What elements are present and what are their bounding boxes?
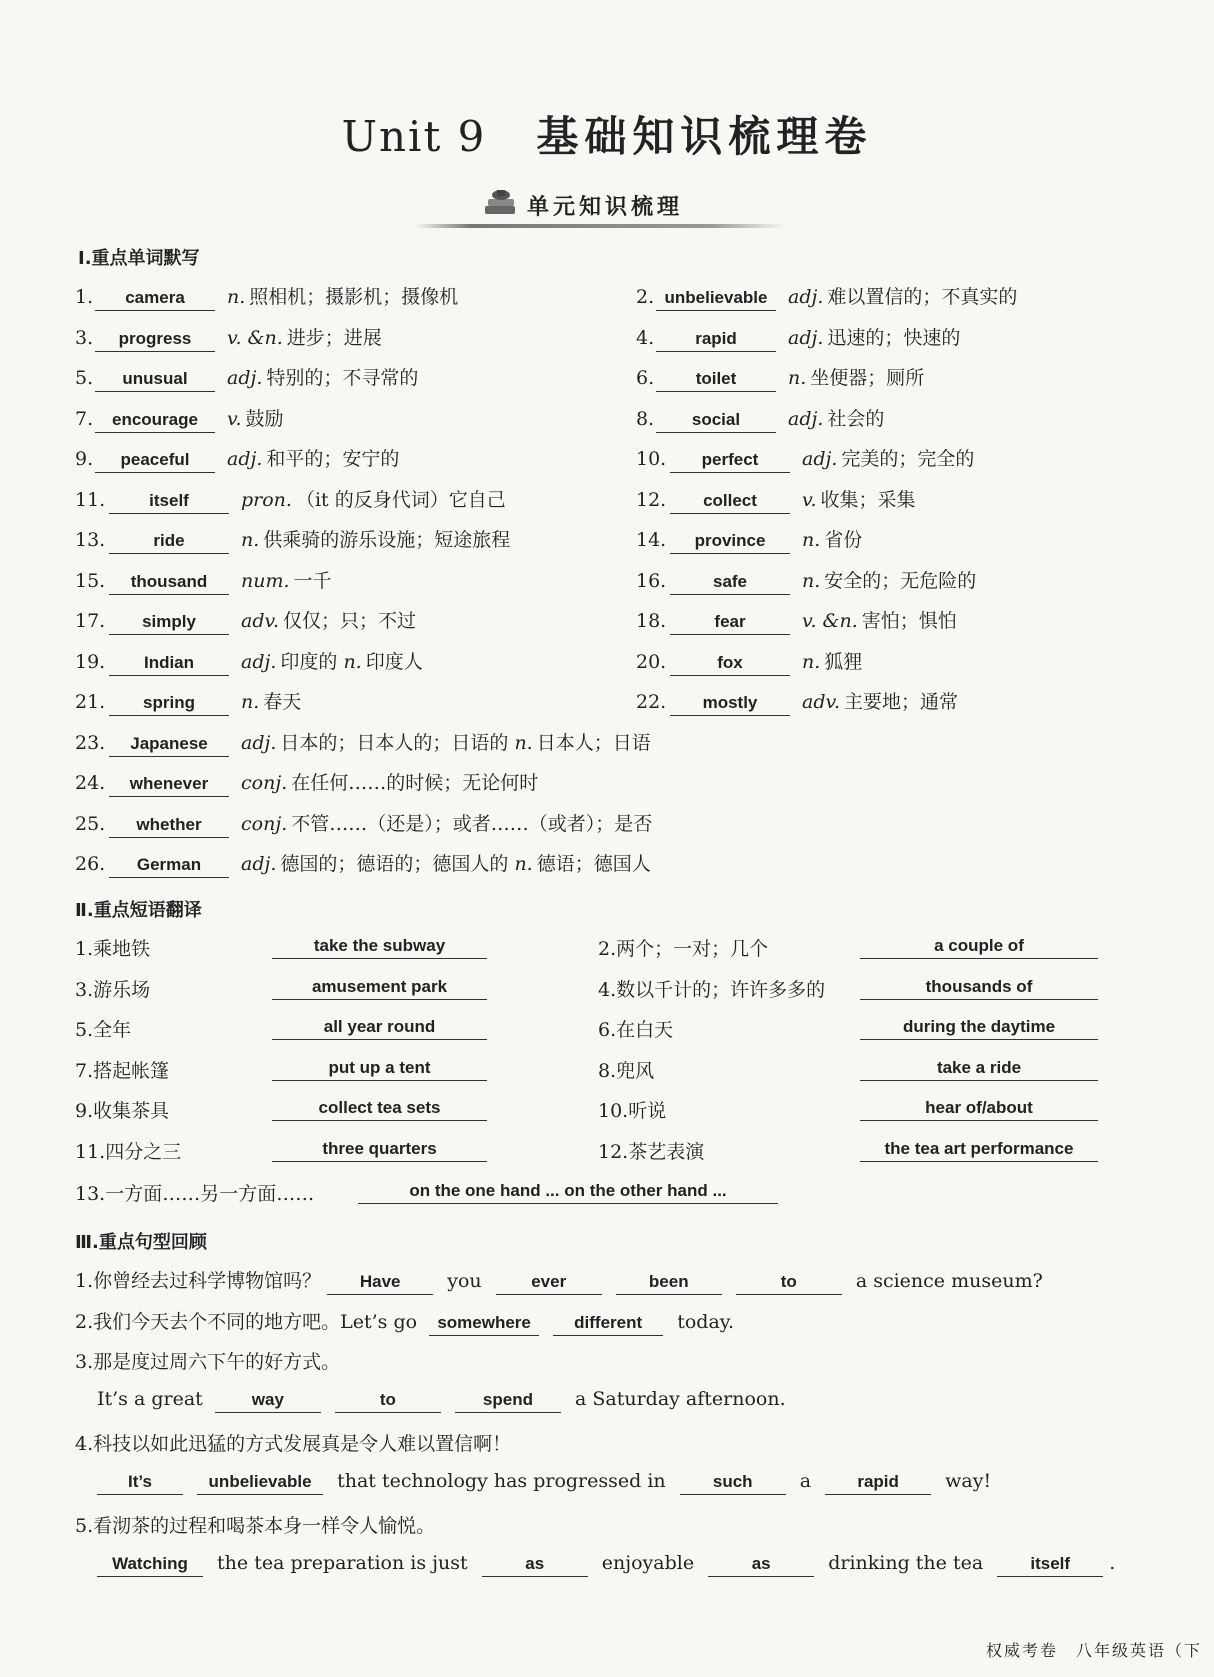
word-item bbox=[636, 647, 862, 677]
item-number: 26. bbox=[75, 853, 106, 875]
answer-blank[interactable]: spend bbox=[455, 1388, 561, 1413]
answer-blank[interactable]: hear of/about bbox=[860, 1096, 1098, 1121]
sentence-item bbox=[75, 1307, 734, 1337]
item-number: 22. bbox=[636, 691, 667, 713]
part-of-speech: adj. bbox=[227, 448, 263, 470]
word-meaning bbox=[788, 286, 1017, 308]
sentence-item bbox=[75, 1266, 1043, 1296]
answer-blank[interactable]: perfect bbox=[670, 448, 790, 473]
part-of-speech: v. bbox=[227, 407, 242, 430]
sentence-item bbox=[97, 1552, 1115, 1582]
word-meaning bbox=[241, 691, 301, 713]
section-heading: Ⅰ.重点单词默写 bbox=[78, 248, 200, 269]
word-item bbox=[75, 323, 382, 353]
part-of-speech: conj. bbox=[241, 772, 288, 794]
part-of-speech: adj. bbox=[241, 853, 277, 875]
answer-blank[interactable]: province bbox=[670, 529, 790, 554]
answer-blank[interactable]: unbelievable bbox=[656, 286, 776, 311]
phrase-prompt: 5.全年 bbox=[75, 1019, 132, 1041]
sentence-text: a bbox=[799, 1470, 812, 1492]
answer-blank[interactable]: whenever bbox=[109, 772, 229, 797]
word-meaning bbox=[788, 408, 884, 430]
part-of-speech: pron. bbox=[241, 488, 292, 511]
section-heading: Ⅲ.重点句型回顾 bbox=[75, 1232, 207, 1253]
word-item bbox=[636, 363, 924, 393]
item-number: 20. bbox=[636, 650, 667, 673]
answer-blank[interactable]: safe bbox=[670, 570, 790, 595]
item-number: 17. bbox=[75, 610, 106, 632]
item-number: 1. bbox=[75, 286, 94, 308]
answer-blank[interactable]: thousand bbox=[109, 570, 229, 595]
sentence-text: that technology has progressed in bbox=[337, 1470, 666, 1492]
word-meaning bbox=[241, 529, 510, 551]
word-item bbox=[636, 525, 862, 555]
sentence-text: enjoyable bbox=[601, 1552, 695, 1574]
answer-blank[interactable]: whether bbox=[109, 813, 229, 838]
phrase-prompt: 6.在白天 bbox=[598, 1019, 674, 1041]
definition: 特别的；不寻常的 bbox=[266, 367, 419, 389]
answer-blank[interactable]: all year round bbox=[272, 1015, 487, 1040]
answer-blank[interactable]: rapid bbox=[656, 327, 776, 352]
part-of-speech: adj. bbox=[227, 367, 263, 389]
word-meaning bbox=[227, 367, 418, 389]
sentence-prompt: 2.我们今天去个不同的地方吧。Let’s go bbox=[75, 1311, 418, 1333]
word-meaning bbox=[802, 691, 958, 713]
word-meaning bbox=[227, 408, 284, 430]
definition: 社会的 bbox=[827, 407, 885, 430]
part-of-speech: adj. bbox=[788, 286, 824, 308]
sentence-text: the tea preparation is just bbox=[217, 1552, 468, 1574]
item-number: 3. bbox=[75, 326, 94, 349]
definition: 狐狸 bbox=[824, 650, 863, 673]
part-of-speech: v. bbox=[802, 488, 817, 511]
word-meaning bbox=[227, 286, 458, 308]
word-meaning bbox=[802, 448, 974, 470]
sentence-prompt: 1.你曾经去过科学博物馆吗？ bbox=[75, 1270, 322, 1292]
word-meaning bbox=[241, 772, 538, 794]
sentence-item bbox=[97, 1470, 991, 1500]
word-meaning bbox=[241, 489, 506, 511]
answer-blank[interactable]: German bbox=[109, 853, 229, 878]
part-of-speech: n. bbox=[802, 650, 821, 673]
phrase-item bbox=[75, 1096, 441, 1126]
answer-blank[interactable]: been bbox=[616, 1270, 722, 1295]
answer-blank[interactable]: put up a tent bbox=[272, 1056, 487, 1081]
part-of-speech: adj. bbox=[802, 448, 838, 470]
answer-blank[interactable]: as bbox=[482, 1552, 588, 1577]
word-item bbox=[75, 282, 458, 312]
answer-blank[interactable]: such bbox=[680, 1470, 786, 1495]
phrase-item bbox=[598, 1096, 1033, 1126]
item-number: 13. bbox=[75, 529, 106, 551]
part-of-speech: v. &n. bbox=[802, 610, 858, 632]
sentence-prompt: 3.那是度过周六下午的好方式。 bbox=[75, 1351, 341, 1373]
part-of-speech: n. bbox=[514, 731, 533, 754]
answer-blank[interactable]: collect bbox=[670, 489, 790, 514]
word-item bbox=[75, 404, 284, 434]
item-number: 16. bbox=[636, 569, 667, 592]
part-of-speech: adj. bbox=[788, 326, 824, 349]
sentence-item bbox=[97, 1388, 786, 1418]
sentence-text: today. bbox=[677, 1311, 735, 1333]
word-meaning bbox=[802, 489, 916, 511]
word-meaning bbox=[241, 651, 423, 673]
word-meaning bbox=[227, 448, 399, 470]
answer-blank[interactable]: as bbox=[708, 1552, 814, 1577]
definition: 仅仅；只；不过 bbox=[283, 610, 417, 632]
part-of-speech: num. bbox=[241, 569, 290, 592]
phrase-prompt: 11.四分之三 bbox=[75, 1140, 182, 1163]
item-number: 9. bbox=[75, 448, 94, 470]
word-item bbox=[636, 687, 958, 717]
answer-blank[interactable]: spring bbox=[109, 691, 229, 716]
answer-blank[interactable]: three quarters bbox=[272, 1137, 487, 1162]
banner-underline bbox=[415, 224, 785, 228]
word-item bbox=[75, 849, 651, 879]
phrase-item bbox=[75, 934, 446, 964]
word-item bbox=[75, 444, 399, 474]
word-item bbox=[75, 809, 652, 839]
answer-blank[interactable]: Have bbox=[327, 1270, 433, 1295]
item-number: 18. bbox=[636, 610, 667, 632]
page-footer: 权威考卷 八年级英语（下 bbox=[985, 1641, 1202, 1660]
part-of-speech: n. bbox=[802, 529, 821, 551]
phrase-prompt: 3.游乐场 bbox=[75, 978, 151, 1001]
answer-blank[interactable]: different bbox=[553, 1311, 663, 1336]
title-unit: Unit 9 bbox=[341, 112, 487, 161]
part-of-speech: n. bbox=[514, 853, 533, 875]
definition: 日本人；日语 bbox=[536, 731, 651, 754]
phrase-prompt: 13.一方面……另一方面…… bbox=[75, 1183, 315, 1205]
answer-blank[interactable]: to bbox=[736, 1270, 842, 1295]
word-item bbox=[75, 525, 510, 555]
page-title bbox=[0, 104, 1214, 164]
definition: 坐便器；厕所 bbox=[810, 367, 925, 389]
phrase-item bbox=[75, 1179, 727, 1209]
phrase-item bbox=[598, 934, 1024, 964]
item-number: 6. bbox=[636, 367, 655, 389]
word-meaning bbox=[802, 570, 976, 592]
sentence-text: a science museum? bbox=[855, 1270, 1043, 1292]
answer-blank[interactable]: a couple of bbox=[860, 934, 1098, 959]
part-of-speech: v. &n. bbox=[227, 326, 283, 349]
word-item bbox=[75, 728, 651, 758]
definition: 迅速的；快速的 bbox=[827, 326, 961, 349]
phrase-prompt: 4.数以千计的；许许多多的 bbox=[598, 978, 826, 1001]
word-item bbox=[75, 566, 332, 596]
definition: 进步；进展 bbox=[286, 326, 382, 349]
word-meaning bbox=[788, 327, 960, 349]
answer-blank[interactable]: rapid bbox=[825, 1470, 931, 1495]
sentence-text: . bbox=[1109, 1552, 1116, 1574]
definition: 和平的；安宁的 bbox=[266, 448, 400, 470]
definition: 完美的；完全的 bbox=[841, 448, 975, 470]
phrase-item bbox=[598, 975, 1033, 1005]
word-item bbox=[75, 768, 538, 798]
phrase-item bbox=[75, 975, 448, 1005]
word-meaning bbox=[241, 732, 651, 754]
books-icon bbox=[483, 188, 519, 218]
item-number: 24. bbox=[75, 772, 106, 794]
part-of-speech: conj. bbox=[241, 812, 288, 835]
word-item bbox=[636, 485, 916, 515]
answer-blank[interactable]: social bbox=[656, 408, 776, 433]
word-item bbox=[75, 606, 416, 636]
word-item bbox=[636, 444, 974, 474]
answer-blank[interactable]: peaceful bbox=[95, 448, 215, 473]
word-item bbox=[75, 363, 418, 393]
answer-blank[interactable]: simply bbox=[109, 610, 229, 635]
item-number: 7. bbox=[75, 407, 94, 430]
part-of-speech: adj. bbox=[241, 650, 277, 673]
answer-blank[interactable]: to bbox=[335, 1388, 441, 1413]
part-of-speech: n. bbox=[343, 650, 362, 673]
phrase-prompt: 10.听说 bbox=[598, 1100, 667, 1122]
part-of-speech: n. bbox=[227, 286, 246, 308]
word-item bbox=[75, 647, 423, 677]
phrase-item bbox=[75, 1015, 436, 1045]
sentence-text: a Saturday afternoon. bbox=[574, 1388, 786, 1410]
phrase-item bbox=[75, 1056, 431, 1086]
banner-label: 单元知识梳理 bbox=[527, 195, 684, 220]
definition: （it 的反身代词）它自己 bbox=[295, 488, 506, 511]
word-meaning bbox=[802, 610, 957, 632]
item-number: 8. bbox=[636, 407, 655, 430]
answer-blank[interactable]: way bbox=[215, 1388, 321, 1413]
answer-blank[interactable]: itself bbox=[997, 1552, 1103, 1577]
answer-blank[interactable]: fear bbox=[670, 610, 790, 635]
part-of-speech: n. bbox=[241, 529, 260, 551]
part-of-speech: adv. bbox=[802, 691, 841, 713]
word-meaning bbox=[241, 813, 652, 835]
phrase-item bbox=[75, 1137, 437, 1167]
part-of-speech: n. bbox=[241, 691, 260, 713]
item-number: 10. bbox=[636, 448, 667, 470]
word-meaning bbox=[241, 610, 416, 632]
answer-blank[interactable]: camera bbox=[95, 286, 215, 311]
item-number: 15. bbox=[75, 569, 106, 592]
definition: 德国的；德语的；德国人的 bbox=[280, 853, 509, 875]
sentence-text: drinking the tea bbox=[828, 1552, 984, 1574]
sentence-prompt: 4.科技以如此迅猛的方式发展真是令人难以置信啊！ bbox=[75, 1433, 512, 1455]
phrase-prompt: 8.兜风 bbox=[598, 1059, 655, 1082]
answer-blank[interactable]: collect tea sets bbox=[272, 1096, 487, 1121]
answer-blank[interactable]: somewhere bbox=[429, 1311, 539, 1336]
sentence-text: way! bbox=[945, 1470, 992, 1492]
answer-blank[interactable]: on the one hand ... on the other hand ... bbox=[358, 1179, 778, 1204]
answer-blank[interactable]: Watching bbox=[97, 1552, 203, 1577]
phrase-prompt: 9.收集茶具 bbox=[75, 1100, 170, 1122]
definition: 照相机；摄影机；摄像机 bbox=[249, 286, 459, 308]
definition: 主要地；通常 bbox=[844, 691, 959, 713]
definition: 春天 bbox=[263, 691, 302, 713]
answer-blank[interactable]: Indian bbox=[109, 651, 229, 676]
sentence-text: you bbox=[447, 1270, 482, 1292]
definition: 德语；德国人 bbox=[536, 853, 651, 875]
word-meaning bbox=[788, 367, 924, 389]
answer-blank[interactable]: itself bbox=[109, 489, 229, 514]
answer-blank[interactable]: mostly bbox=[670, 691, 790, 716]
part-of-speech: adv. bbox=[241, 610, 280, 632]
word-item bbox=[636, 566, 976, 596]
phrase-prompt: 12.茶艺表演 bbox=[598, 1140, 705, 1163]
sentence-prompt: 5.看沏茶的过程和喝茶本身一样令人愉悦。 bbox=[75, 1515, 436, 1537]
phrase-prompt: 1.乘地铁 bbox=[75, 938, 151, 960]
part-of-speech: n. bbox=[788, 367, 807, 389]
word-item bbox=[636, 323, 960, 353]
answer-blank[interactable]: progress bbox=[95, 327, 215, 352]
word-item bbox=[636, 282, 1017, 312]
definition: 供乘骑的游乐设施；短途旅程 bbox=[263, 529, 511, 551]
phrase-item bbox=[598, 1056, 1022, 1086]
item-number: 14. bbox=[636, 529, 667, 551]
answer-blank[interactable]: ride bbox=[109, 529, 229, 554]
section-banner bbox=[415, 186, 785, 228]
definition: 省份 bbox=[824, 529, 863, 551]
answer-blank[interactable]: amusement park bbox=[272, 975, 487, 1000]
definition: 不管……（还是）；或者……（或者）；是否 bbox=[291, 812, 653, 835]
answer-blank[interactable]: fox bbox=[670, 651, 790, 676]
phrase-prompt: 2.两个；一对；几个 bbox=[598, 938, 769, 960]
phrase-item bbox=[598, 1015, 1056, 1045]
word-meaning bbox=[802, 529, 862, 551]
word-item bbox=[75, 687, 301, 717]
definition: 安全的；无危险的 bbox=[824, 569, 977, 592]
answer-blank[interactable]: Japanese bbox=[109, 732, 229, 757]
word-item bbox=[75, 485, 506, 515]
item-number: 19. bbox=[75, 650, 106, 673]
item-number: 4. bbox=[636, 326, 655, 349]
word-meaning bbox=[241, 570, 332, 592]
part-of-speech: adj. bbox=[241, 731, 277, 754]
word-meaning bbox=[802, 651, 862, 673]
definition: 日本的；日本人的；日语的 bbox=[280, 731, 509, 754]
definition: 害怕；惧怕 bbox=[861, 610, 957, 632]
answer-blank[interactable]: unbelievable bbox=[197, 1470, 323, 1495]
sentence-text: It’s a great bbox=[97, 1388, 203, 1410]
answer-blank[interactable]: thousands of bbox=[860, 975, 1098, 1000]
answer-blank[interactable]: ever bbox=[496, 1270, 602, 1295]
answer-blank[interactable]: toilet bbox=[656, 367, 776, 392]
item-number: 11. bbox=[75, 488, 106, 511]
definition: 收集；采集 bbox=[820, 488, 916, 511]
item-number: 5. bbox=[75, 367, 94, 389]
word-item bbox=[636, 606, 957, 636]
word-meaning bbox=[241, 853, 651, 875]
answer-blank[interactable]: It’s bbox=[97, 1470, 183, 1495]
answer-blank[interactable]: the tea art performance bbox=[860, 1137, 1098, 1162]
definition: 难以置信的；不真实的 bbox=[827, 286, 1018, 308]
phrase-prompt: 7.搭起帐篷 bbox=[75, 1059, 170, 1082]
word-item bbox=[636, 404, 884, 434]
definition: 一千 bbox=[293, 569, 332, 592]
answer-blank[interactable]: encourage bbox=[95, 408, 215, 433]
item-number: 21. bbox=[75, 691, 106, 713]
title-chinese: 基础知识梳理卷 bbox=[536, 112, 873, 161]
definition: 鼓励 bbox=[245, 407, 284, 430]
word-meaning bbox=[227, 327, 382, 349]
definition: 在任何……的时候；无论何时 bbox=[291, 772, 539, 794]
definition: 印度人 bbox=[365, 650, 423, 673]
part-of-speech: n. bbox=[802, 569, 821, 592]
answer-blank[interactable]: take a ride bbox=[860, 1056, 1098, 1081]
phrase-item bbox=[598, 1137, 1074, 1167]
item-number: 25. bbox=[75, 812, 106, 835]
answer-blank[interactable]: unusual bbox=[95, 367, 215, 392]
answer-blank[interactable]: during the daytime bbox=[860, 1015, 1098, 1040]
item-number: 12. bbox=[636, 488, 667, 511]
definition: 印度的 bbox=[280, 650, 338, 673]
part-of-speech: adj. bbox=[788, 407, 824, 430]
item-number: 23. bbox=[75, 731, 106, 754]
section-heading: Ⅱ.重点短语翻译 bbox=[75, 900, 202, 921]
item-number: 2. bbox=[636, 286, 655, 308]
answer-blank[interactable]: take the subway bbox=[272, 934, 487, 959]
